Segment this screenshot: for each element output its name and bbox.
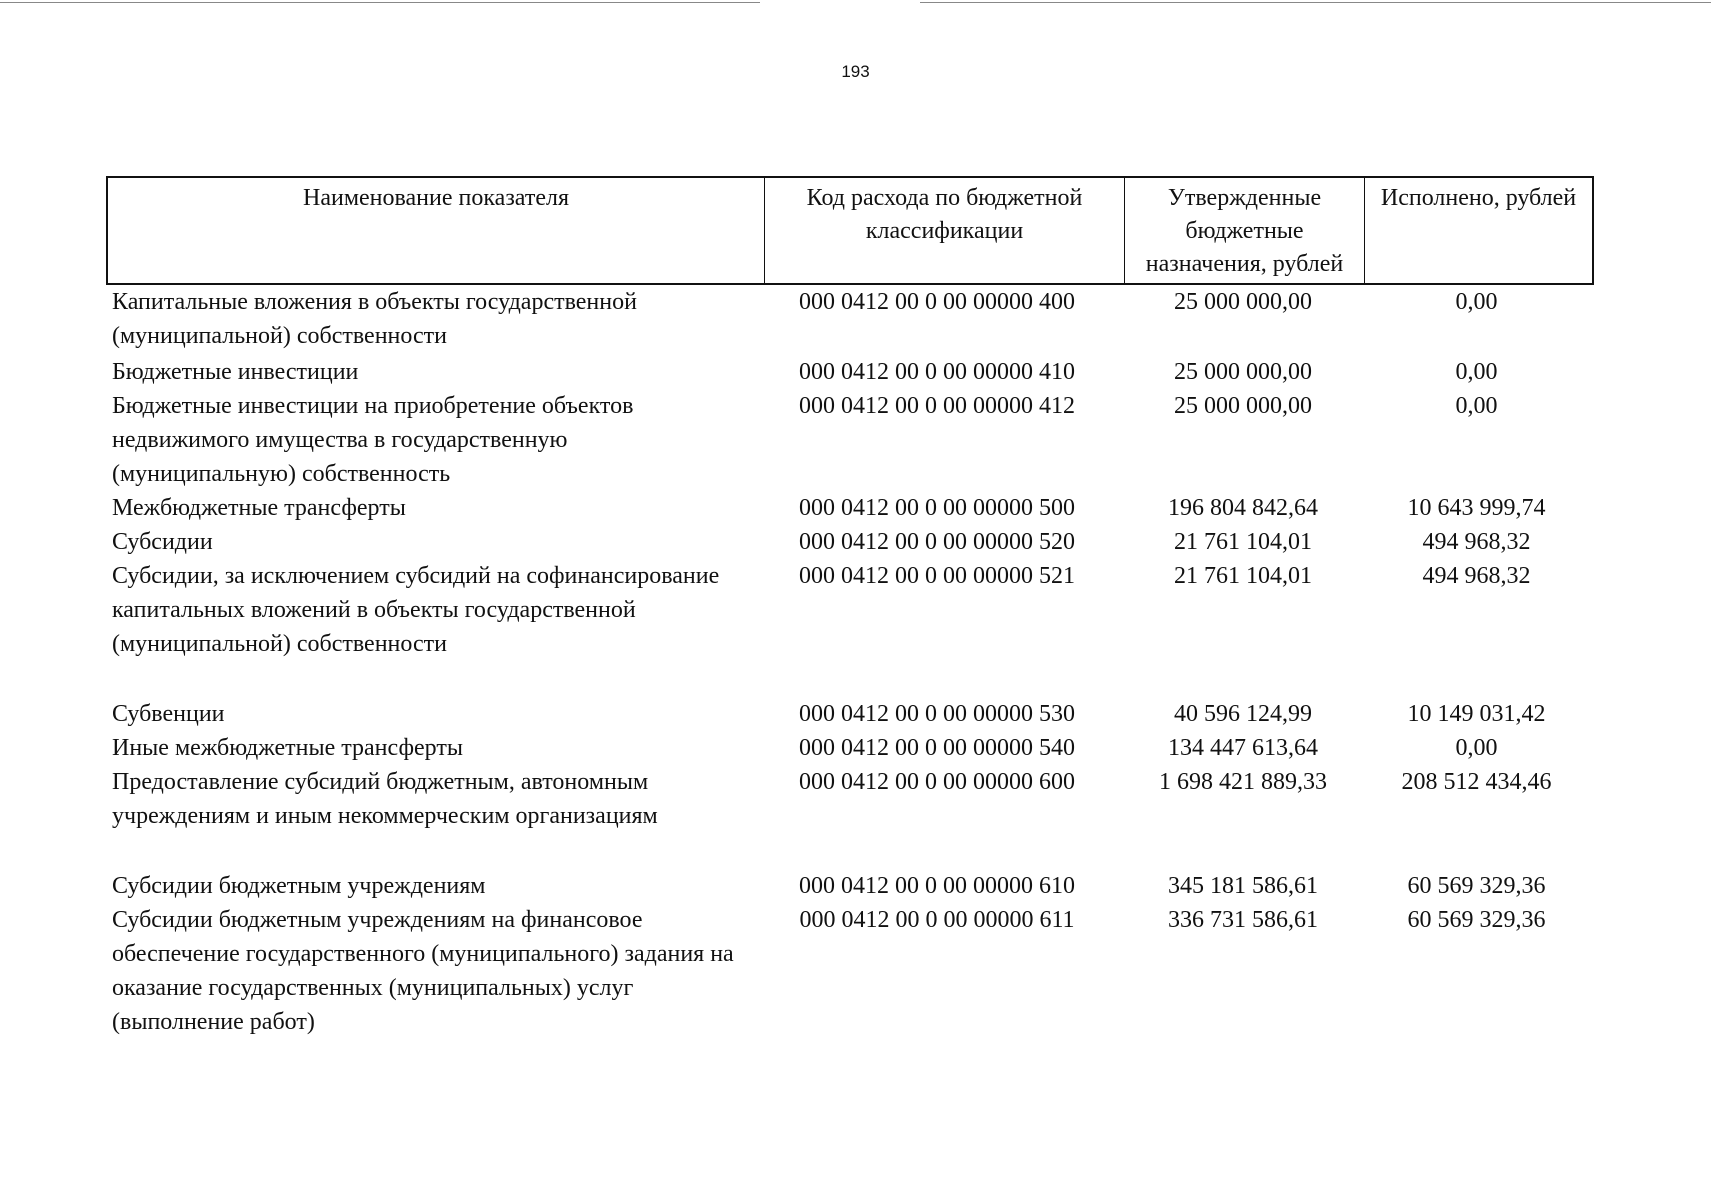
row-executed: 0,00 — [1455, 393, 1498, 419]
row-name: Субсидии бюджетным учреждениям на финансовое обеспечение государственного (муниципального) задания на оказание государственных (муниципальных) услуг (выполнение работ) — [112, 907, 734, 1035]
row-code: 000 0412 00 0 00 00000 530 — [799, 701, 1075, 727]
row-code: 000 0412 00 0 00 00000 410 — [799, 359, 1075, 385]
header-name: Наименование показателя — [108, 178, 765, 283]
table-row — [106, 697, 1594, 731]
row-approved: 21 761 104,01 — [1174, 529, 1312, 555]
row-code: 000 0412 00 0 00 00000 400 — [799, 289, 1075, 315]
row-approved: 196 804 842,64 — [1168, 495, 1318, 521]
row-executed: 10 149 031,42 — [1407, 701, 1546, 727]
row-approved: 25 000 000,00 — [1174, 289, 1312, 315]
row-approved: 25 000 000,00 — [1174, 393, 1312, 419]
row-executed: 494 968,32 — [1422, 529, 1531, 555]
scan-artifact-line — [920, 2, 1711, 3]
row-code: 000 0412 00 0 00 00000 610 — [799, 873, 1075, 899]
row-name: Субвенции — [112, 701, 225, 727]
row-name: Бюджетные инвестиции — [112, 359, 359, 385]
row-approved: 134 447 613,64 — [1168, 735, 1318, 761]
row-approved: 21 761 104,01 — [1174, 563, 1312, 589]
row-executed: 0,00 — [1455, 735, 1498, 761]
row-executed: 208 512 434,46 — [1401, 769, 1552, 795]
row-name: Капитальные вложения в объекты государственной (муниципальной) собственности — [112, 289, 637, 349]
row-name: Межбюджетные трансферты — [112, 495, 406, 521]
table-row — [106, 731, 1594, 765]
header-code: Код расхода по бюджетной классификации — [765, 178, 1125, 283]
table-body — [106, 285, 1594, 1039]
row-executed: 60 569 329,36 — [1407, 873, 1546, 899]
table-row — [106, 285, 1594, 353]
row-approved: 345 181 586,61 — [1168, 873, 1318, 899]
row-name: Бюджетные инвестиции на приобретение объектов недвижимого имущества в государственную (муниципальную) собственность — [112, 393, 634, 487]
row-name: Субсидии — [112, 529, 213, 555]
table-row — [106, 903, 1594, 1039]
row-executed: 0,00 — [1455, 359, 1498, 385]
table-header — [106, 176, 1594, 285]
table-row — [106, 525, 1594, 559]
row-code: 000 0412 00 0 00 00000 412 — [799, 393, 1075, 419]
table-row — [106, 559, 1594, 661]
row-executed: 60 569 329,36 — [1407, 907, 1546, 933]
row-code: 000 0412 00 0 00 00000 540 — [799, 735, 1075, 761]
header-executed: Исполнено, рублей — [1380, 185, 1577, 211]
row-code: 000 0412 00 0 00 00000 500 — [799, 495, 1075, 521]
row-name: Иные межбюджетные трансферты — [112, 735, 463, 761]
row-name: Субсидии, за исключением субсидий на софинансирование капитальных вложений в объекты государственной (муниципальной) собственности — [112, 563, 720, 657]
row-approved: 1 698 421 889,33 — [1159, 769, 1327, 795]
table-row — [106, 765, 1594, 833]
header-approved: Утвержденные бюджетные назначения, рублей — [1125, 178, 1365, 283]
row-code: 000 0412 00 0 00 00000 521 — [799, 563, 1075, 589]
row-executed: 10 643 999,74 — [1407, 495, 1546, 521]
row-approved: 40 596 124,99 — [1174, 701, 1312, 727]
row-executed: 0,00 — [1455, 289, 1498, 315]
table-row — [106, 491, 1594, 525]
row-name: Субсидии бюджетным учреждениям — [112, 873, 486, 899]
row-approved: 25 000 000,00 — [1174, 359, 1312, 385]
table-row — [106, 869, 1594, 903]
row-code: 000 0412 00 0 00 00000 520 — [799, 529, 1075, 555]
row-code: 000 0412 00 0 00 00000 611 — [799, 907, 1075, 933]
row-code: 000 0412 00 0 00 00000 600 — [799, 769, 1075, 795]
row-approved: 336 731 586,61 — [1168, 907, 1318, 933]
table-row — [106, 355, 1594, 389]
scan-artifact-line — [0, 2, 760, 3]
row-name: Предоставление субсидий бюджетным, автономным учреждениям и иным некоммерческим организациям — [112, 769, 658, 829]
row-executed: 494 968,32 — [1422, 563, 1531, 589]
page-number: 193 — [841, 62, 870, 81]
table-row — [106, 389, 1594, 491]
